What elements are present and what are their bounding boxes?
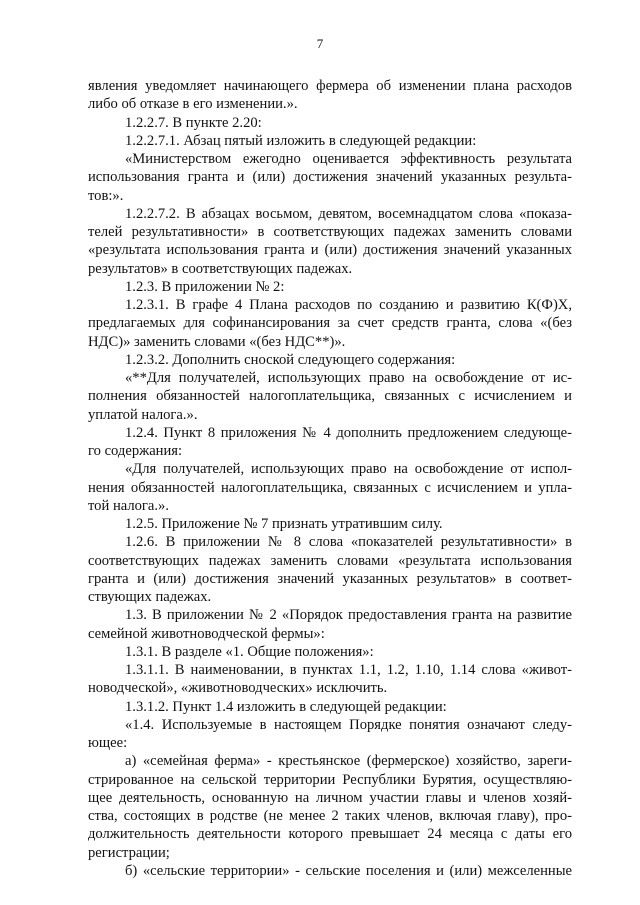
text-line: 1.3.1. В разделе «1. Общие положения»: bbox=[125, 643, 374, 660]
text-line: регистрации; bbox=[88, 844, 170, 861]
text-line: 1.2.2.7.2. В абзацах восьмом, девятом, восемнадцатом слова «показа- bbox=[125, 205, 572, 222]
text-line: 1.3.1.2. Пункт 1.4 изложить в следующей редакции: bbox=[125, 698, 447, 715]
text-line: 1.2.3.2. Дополнить сноской следующего содержания: bbox=[125, 351, 456, 368]
text-line: тов:». bbox=[88, 187, 124, 204]
text-line: уплатой налога.». bbox=[88, 406, 198, 423]
text-line: стрированное на сельской территории Республики Бурятия, осуществляю- bbox=[88, 771, 572, 788]
text-line: соответствующих падежах заменить словами «результата использования bbox=[88, 552, 572, 569]
text-line: той налога.». bbox=[88, 497, 169, 514]
text-line: щее деятельность, основанную на личном участии главы и членов хозяй- bbox=[88, 789, 572, 806]
text-line: либо об отказе в его изменении.». bbox=[88, 96, 298, 113]
text-line: ющее: bbox=[88, 735, 128, 751]
text-line: новодческой», «животноводческих» исключить. bbox=[88, 680, 388, 697]
text-line: 1.3. В приложении № 2 «Порядок предоставления гранта на развитие bbox=[125, 607, 572, 624]
text-line: 1.2.4. Пункт 8 приложения № 4 дополнить предложением следующе- bbox=[125, 424, 572, 441]
text-line: предлагаемых для софинансирования за счет средств гранта, слова «(без bbox=[88, 315, 572, 332]
text-line: «1.4. Используемые в настоящем Порядке понятия означают следу- bbox=[125, 716, 572, 733]
text-line: «Министерством ежегодно оценивается эффективность результата bbox=[125, 151, 572, 167]
text-line: 1.2.2.7. В пункте 2.20: bbox=[125, 114, 262, 131]
text-line: явления уведомляет начинающего фермера об изменении плана расходов bbox=[88, 78, 572, 94]
text-line: го содержания: bbox=[88, 443, 183, 459]
text-line: телей результативности» в соответствующих падежах заменить словами bbox=[88, 224, 572, 240]
text-line: результатов» в соответствующих падежах. bbox=[88, 260, 353, 277]
text-line: нения обязанностей налогоплательщика, связанных с исчислением и упла- bbox=[88, 479, 572, 496]
text-line: ства, состоящих в родстве (не менее 2 таких членов, включая главу), про- bbox=[88, 808, 572, 824]
text-line: 1.2.3. В приложении № 2: bbox=[125, 278, 285, 295]
text-line: гранта и (или) достижения значений указанных результатов» в соответ- bbox=[88, 570, 572, 587]
text-line: 1.2.3.1. В графе 4 Плана расходов по созданию и развитию К(Ф)Х, bbox=[125, 297, 572, 313]
text-line: 1.2.2.7.1. Абзац пятый изложить в следующей редакции: bbox=[125, 132, 477, 149]
text-line: а) «семейная ферма» - крестьянское (фермерское) хозяйство, зареги- bbox=[125, 753, 572, 770]
text-line: семейной животноводческой фермы»: bbox=[88, 625, 325, 642]
document-body bbox=[88, 77, 572, 880]
text-line: 1.2.5. Приложение № 7 признать утратившим силу. bbox=[125, 516, 443, 532]
text-line: должительность деятельности которого превышает 24 месяца с даты его bbox=[88, 826, 572, 843]
page-number: 7 bbox=[316, 36, 324, 51]
text-line: использования гранта и (или) достижения значений указанных результа- bbox=[88, 169, 572, 186]
text-line: 1.3.1.1. В наименовании, в пунктах 1.1, 1.2, 1.10, 1.14 слова «живот- bbox=[125, 662, 572, 678]
text-line: ствующих падежах. bbox=[88, 589, 212, 605]
text-line: «Для получателей, использующих право на освобождение от испол- bbox=[125, 461, 572, 478]
text-line: «результата использования гранта и (или) достижения значений указанных bbox=[88, 242, 572, 259]
text-line: «**Для получателей, использующих право на освобождение от ис- bbox=[125, 370, 572, 386]
text-line: б) «сельские территории» - сельские поселения и (или) межселенные bbox=[125, 862, 572, 879]
text-line: полнения обязанностей налогоплательщика, связанных с исчислением и bbox=[88, 388, 572, 405]
text-line: НДС)» заменить словами «(без НДС**)». bbox=[88, 333, 346, 350]
text-line: 1.2.6. В приложении № 8 слова «показателей результативности» в bbox=[125, 534, 572, 551]
